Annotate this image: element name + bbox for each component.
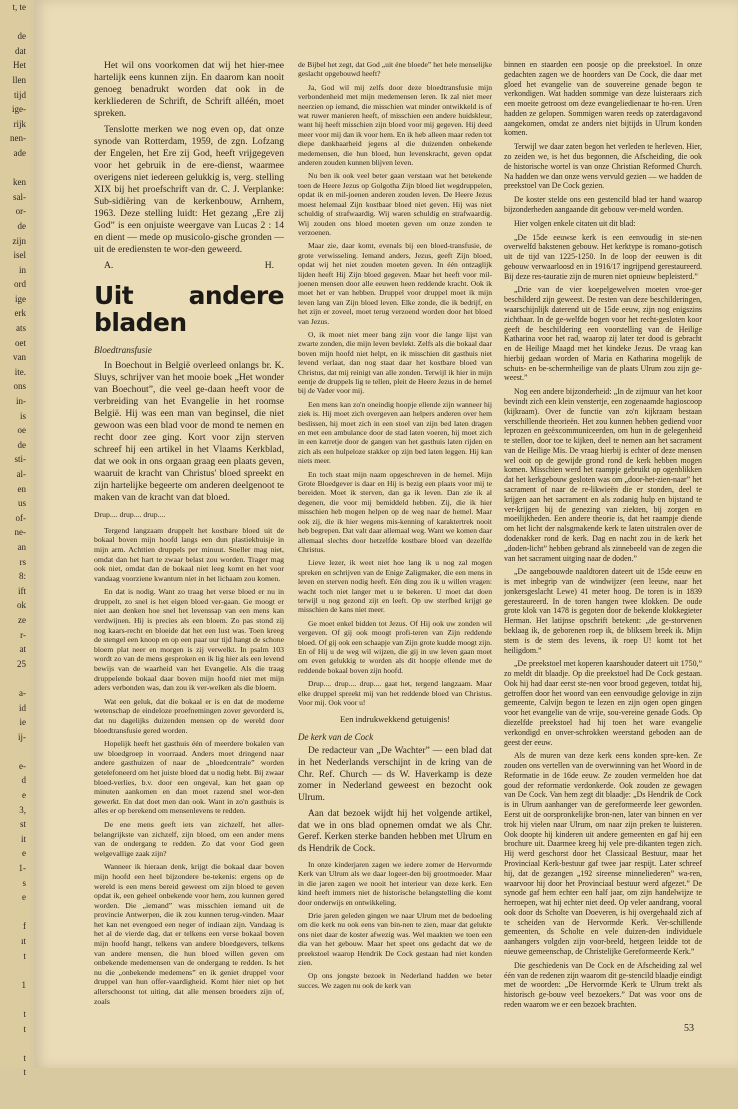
previous-page-fragment: e bbox=[22, 790, 26, 801]
previous-page-fragment: in- bbox=[16, 396, 26, 407]
previous-page-fragment: tijd bbox=[13, 89, 26, 100]
previous-page-fragment bbox=[0, 905, 30, 920]
previous-page-fragment: a- bbox=[19, 687, 26, 698]
paragraph: Tergend langzaam druppelt het kostbare bloed uit de bokaal boven mijn hoofd langs een dun plastiekbuisje in mijn arm. Achttien druppels per minuut. Sneller mag niet, omdat dan het hart te zwaar belast zou worden. Trager mag ook niet, omdat dan de bokaal niet leeg komt en het voor vandaag voorziene kwantum niet in het lichaam zou komen. bbox=[94, 525, 284, 583]
previous-page-fragment: oe bbox=[17, 425, 26, 436]
paragraph: Wat een geluk, dat die bokaal er is en dat de moderne wetenschap de eindeloze proefnemingen zover gevorderd is, dat nu dagelijks duizenden mensen op de wereld door bloedtransfusie gered worden. bbox=[94, 696, 284, 735]
previous-page-fragment: f bbox=[23, 921, 26, 932]
paragraph: Lieve lezer, ik weet niet hoe lang ik u nog zal mogen spreken en schrijven van de Enige Zaligmaker, die een mens in leven en sterven nodig heeft. Eén ding zou ik u willen vragen: wacht toch niet langer met u te bekeren. U moet dat doen terwijl u nog gezond zijt en leeft. Op uw sterfbed krijgt ge misschien de kans niet meer. bbox=[298, 558, 492, 615]
previous-page-fragment: isel bbox=[13, 250, 26, 261]
previous-page-fragment: sal- bbox=[13, 191, 26, 202]
previous-page-fragment: de bbox=[17, 31, 26, 42]
paragraph: „Drie van de vier koepelgewelven moeten vroe-ger beschilderd zijn geweest. De resten van deze beschilderingen, waarschijnlijk daterend uit de 15de eeuw, zijn nog enigszins zichtbaar. In de ge-welfde bogen voor het recht-gesloten koor geeft de beschildering een voorstelling van de Heilige Katharina voor het rad, waarop zij later ter dood is gebracht en de Heilige Maagd met het kindeke Jezus. De vraag kan hierbij gedaan worden of Maria en Katharina mogelijk de schuts- en be-schermheilige van de plaats Ulrum zou zijn ge-weest.” bbox=[504, 285, 702, 383]
previous-page-fragment: ie bbox=[19, 717, 26, 728]
previous-page-fragment: nen- bbox=[10, 133, 26, 144]
section-title: Uit andere bladen bbox=[94, 280, 284, 338]
previous-page-fragment: en bbox=[17, 483, 26, 494]
previous-page-fragment: or- bbox=[15, 206, 26, 217]
previous-page-fragment: sti- bbox=[14, 454, 26, 465]
paragraph: In Boechout in België overleed onlangs br. K. Sluys, schrijver van het mooie boek „Het wonder van Boechout”, die veel ge-daan heeft voor de verbreiding van het Evangelie in het roomse België. Hij was een man van beginsel, die niet gewoon was een blad voor de mond te nemen en recht door zee ging. Kort voor zijn sterven schreef hij een artikel in het Vlaams Kerkblad, dat we ook in ons orgaan graag een plaats geven, waaruit de kracht van Christus' bloed spreekt en zijn hartelijke begeerte om anderen deelgenoot te maken van de kracht van dat bloed. bbox=[94, 360, 284, 504]
previous-page-fragment: ij- bbox=[18, 731, 26, 742]
paragraph: Een mens kan zo'n oneindig hoopje ellende zijn wanneer hij ziek is. Hij moet zich overgeven aan helpers anderen over hem beslissen, hij moet zich in een stoel van zijn bed laten dragen en met een ambulance door de stad laten voeren, hij moet zich in een karretje door de gangen van het gasthuis laten rijden en zich als een hulpeloze stakker op zijn bed laten leggen. Hij kan niets meer. bbox=[298, 399, 492, 466]
paragraph: O, ik moet niet meer bang zijn voor die lange lijst van zwarte zonden, die mijn leven bevlekt. Zelfs als die bokaal daar boven mijn hoofd niet helpt, en ik misschien dit gasthuis niet levend verlaat, dan nog staat daar het kostbare bloed van Christus, dat mij reinigt van alle zonden. Terwijl ik hier in mijn eentje de druppels lig te tellen, pleit de Heere Jezus in de hemel bij de Vader voor mij. bbox=[298, 329, 492, 396]
previous-page-fragment: ze bbox=[18, 614, 26, 625]
signature bbox=[94, 260, 284, 272]
previous-page-fragment: at bbox=[19, 644, 26, 655]
previous-page-fragment: ıt bbox=[20, 936, 26, 946]
paragraph: Het wil ons voorkomen dat wij het hier-mee hartelijk eens kunnen zijn. En daarom kan nooit genoeg benadrukt worden dat ook in de kerkliederen de Schrift, de Schrift alléén, moet spreken. bbox=[94, 60, 284, 119]
previous-page-fragment bbox=[0, 992, 30, 1007]
paragraph: Aan dat bezoek wijdt hij het volgende artikel, dat we in ons blad opnemen omdat we als Chr. Geref. Kerken sterke banden hebben met Ulrum en ds Hendrik de Cock. bbox=[298, 808, 492, 855]
previous-page-fragment: in bbox=[18, 264, 26, 275]
signature-initial-h: H. bbox=[264, 259, 274, 271]
previous-page-fragment bbox=[0, 671, 30, 686]
paragraph: Nu ben ik ook veel beter gaan verstaan wat het betekende toen de Heere Jezus op Golgotha Zijn bloed liet wegdruppelen, opdat ik en mil-joenen anderen zouden leven. De Heere Jezus moest helemaal Zijn kostbaar bloed niet geven. Hij was niet schuldig of strafwaardig. Wij waren schuldig en strafwaardig. Wij zouden ons bloed moeten geven om onze zonden te verzoenen. bbox=[298, 171, 492, 237]
paragraph: Maar zie, daar komt, evenals bij een bloed-transfusie, de grote verwisseling. Iemand anders, Jezus, geeft Zijn bloed, opdat wij het niet zouden moeten geven. In één ontzaglijk lijden heeft Hij Zijn bloed gegeven. Maar het heeft voor mil-joenen mensen door alle eeuwen heen reddende kracht. Ook ik moet het er van hebben. Druppel voor druppel moet ik mijn leven lang van Zijn bloed leven. Elke zonde, die ik bedrijf, en het zijn er zoveel, moet terug verzoend worden door het bloed van Jezus. bbox=[298, 241, 492, 326]
previous-page-fragment: llen bbox=[12, 74, 26, 85]
paragraph: „De preekstoel met koperen kaarshouder dateert uit 1750,” zo meldt dit blaadje. Op die preekstoel had De Cock gestaan. Ook hij had daar eerst ste-nen voor brood gegeven, totdat hij, getroffen door het woord van een eenvoudige gelovige in zijn gemeente, Calvijn begon te lezen en zijn ogen open gingen voor het evangelie van de vrije, sou-vereine genade Gods. Op diezelfde preekstoel had hij toen het ware evangelie verkondigd en onver-schrokken weerstand geboden aan de geest der eeuw. bbox=[504, 659, 702, 747]
previous-page-fragment: id bbox=[18, 702, 26, 713]
previous-page-fragment: is bbox=[19, 410, 26, 421]
previous-page-fragment: e- bbox=[19, 760, 26, 771]
previous-page-fragment: ade bbox=[13, 147, 26, 158]
paragraph: Op ons jongste bezoek in Nederland hadden we beter succes. We zagen nu ook de kerk van bbox=[298, 971, 492, 990]
column-3 bbox=[504, 60, 702, 1014]
previous-page-fragment: e bbox=[22, 892, 26, 903]
previous-page-fragment: t bbox=[23, 1008, 26, 1019]
page-number: 53 bbox=[684, 1023, 694, 1034]
previous-page-fragment: 3, bbox=[19, 804, 26, 815]
paragraph: Ge moet enkel bidden tot Jezus. Of Hij ook uw zonden wil vergeven. Of gij ook moogt profi-teren van Zijn reddende bloed. Of gij ook een schaapje van Zijn grote kudde moogt zijn. En of Hij u de weg wil wijzen, die gij in uw leven gaan moet om even gelukkig te worden als dit hoopje ellende met de reddende bokaal boven zijn hoofd. bbox=[298, 618, 492, 675]
paragraph: De ene mens geeft iets van zichzelf, het aller-belangrijkste van zichzelf, zijn bloed, om een ander mens van de ondergang te redden. Zo dat voor God geen welgevallige zaak zijn? bbox=[94, 819, 284, 858]
previous-page-fragment: d bbox=[21, 775, 26, 786]
previous-page-fragment: ne- bbox=[14, 527, 26, 538]
previous-page-fragment bbox=[0, 1080, 30, 1095]
previous-page-fragment: s bbox=[22, 877, 26, 888]
previous-page-fragment: 1- bbox=[18, 863, 26, 874]
previous-page-fragment: rijk bbox=[13, 118, 26, 129]
paragraph: de Bijbel het zegt, dat God „uit éne bloede” het hele menselijke geslacht opgebouwd heeft? bbox=[298, 60, 492, 79]
previous-page-fragment bbox=[0, 161, 30, 176]
paragraph: „De aangebouwde naaldtoren dateert uit de 15de eeuw en is met inbegrip van de windwijzer (een leeuw, naar het jonkersgeslacht Lewe) 41 meter hoog. De toren is in 1839 gerestaureerd. In de toren hangen twee klokken. De oude grote klok van 1478 is gegoten door de bekende klokkegieter Herman. Het latijnse opschrift betekent: „de ge-storvenen beklaag ik, de geborenen roep ik, de bliksem breek ik. Mijn stem is de stem des levens, ik roep U! komt tot het heiligdom.” bbox=[504, 567, 702, 655]
previous-page-fragment: it bbox=[20, 833, 26, 844]
previous-page-fragment: 25 bbox=[17, 658, 26, 669]
paragraph: Terwijl we daar zaten begon het verleden te herleven. Hier, zo zeiden we, is het dus begonnen, die Afscheiding, die ook de historische wortel is van onze Christian Reformed Church. Na hadden we dan onze wens vervuld gezien — we hadden de preekstoel van De Cock gezien. bbox=[504, 142, 702, 191]
paragraph: Die geschiedenis van De Cock en de Afscheiding zal wel één van de redenen zijn waarom dit ge-stencild blaadje eindigt met de woorden: „De Hervormde Kerk te Ulrum trekt als historisch ge-bouw veel bezoekers.” Dat was voor ons de reden waarom we er een bezoek brachten. bbox=[504, 960, 702, 1009]
paragraph: De koster stelde ons een gestencild blad ter hand waarop bijzonderheden aangaande dit gebouw ver-meld worden. bbox=[504, 195, 702, 214]
paragraph: binnen en staarden een poosje op die preekstoel. In onze gedachten zagen we de hoorders van De Cock, die daar met gloed het evangelie van de souvereine genade begon te verkondigen. Wat hadden sommige van deze luisteraars zich een moeite getroost om deze evangeliedienaar te ho-ren. Uren hadden ze gelopen. Sommigen waren reeds op zaterdagavond aangekomen, omdat ze anders niet bijtijds in Ulrum konden komen. bbox=[504, 60, 702, 138]
previous-page-fragment: ken bbox=[13, 177, 26, 188]
paragraph: Wanneer ik hieraan denk, krijgt die bokaal daar boven mijn hoofd een heel bijzondere be-tekenis: ergens op de wereld is een mens bereid geweest om zijn bloed te geven opdat ik, een geheel onbekende voor hem, zou kunnen gered worden. Die „iemand” was misschien iemand uit de provincie Antwerpen, die ik zou kunnen terug-vinden. Maar het kan net evengoed een neger of indiaan zijn. Vandaag is het al de vierde dag, dat er telkens een verse bokaal boven mijn hoofd hangt, telkens van andere bloedgevers, telkens van andere mensen, die hun bloed willen geven om onbekende medemensen van de ondergang te redden. Is het nu die „onbekende medemens” en ik geniet druppel voor druppel van hun offer-vaardigheid. Komt hier niet op het allerschoonst tot uiting, dat alle mensen broeders zijn of, zoals bbox=[94, 862, 284, 1006]
previous-page-fragment: ift bbox=[18, 585, 26, 596]
previous-page-fragment: Het bbox=[13, 60, 26, 71]
paragraph: De redacteur van „De Wachter” — een blad dat in het Nederlands verschijnt in de kring van de Chr. Ref. Church — ds W. Haverkamp is deze zomer in Nederland geweest en bezocht ook Ulrum. bbox=[298, 746, 492, 804]
column-2 bbox=[298, 60, 492, 994]
paragraph: Drie jaren geleden gingen we naar Ulrum met de bedoeling om die kerk nu ook eens van bin-nen te zien, maar dat gelukte ons niet daar de koster afwezig was. Wel maakten we toen een dia van het gebouw. Maar het speet ons gedacht dat we de preekstoel waarop Hendrik De Cock gestaan had niet konden zien. bbox=[298, 911, 492, 968]
previous-page-fragment: e bbox=[22, 848, 26, 859]
previous-page-fragment bbox=[0, 963, 30, 978]
previous-page-fragment: 1 bbox=[21, 979, 26, 990]
previous-page-fragment: of- bbox=[15, 512, 26, 523]
previous-page-fragment: de bbox=[17, 220, 26, 231]
article-subhead: Bloedtransfusie bbox=[94, 345, 152, 356]
paragraph: Tenslotte merken we nog even op, dat onze synode van Rotterdam, 1959, de zgn. Lofzang der Engelen, het Ere zij God, heeft vrijgegeven voor het gebruik in de ere-dienst, waarmee overigens niet iedereen gelukkig is, verg. stelling XIX bij het proefschrift van dr. C. J. Verplanke: Sub-sidiëring van de kerkenbouw, Arnhem, 1963. Deze stelling luidt: Het gezang „Ere zij God” is een onjuiste weergave van Lucas 2 : 14 en dient — mede op musicolo-gische gronden — uit de erediensten te wor-den geweerd. bbox=[94, 123, 284, 255]
previous-page-fragment: zijn bbox=[12, 235, 26, 246]
previous-page-fragment: erk bbox=[14, 308, 26, 319]
previous-page-fragment: t bbox=[23, 1023, 26, 1034]
column-1 bbox=[94, 60, 284, 1010]
paragraph: „De 15de eeuwse kerk is een eenvoudig in ste-nen overwelfd bakstenen gebouw. Het kerktype is romano-gotisch uit de tijd van 1225-1250. In de loop der eeuwen is dit gebouw verwaarloosd en in 1916/17 ingrijpend gerestaureerd. Bij deze res-tauratie zijn de muren niet opnieuw bepleisterd.” bbox=[504, 232, 702, 281]
paragraph: Hopelijk heeft het gasthuis één of meerdere bokalen van uw bloedgroep in voorraad. Anders moet dringend naar andere gasthuizen of naar de „bloedcentrale” worden getelefoneerd om het juiste bloed dat u nodig hebt. Bij zwaar bloed-verlies, b.v. door een ongeval, kan het gaan op minuten aankomen en dan moet razend snel wor-den gewerkt. En dat doet men dan ook. Want in zo'n gasthuis is alles er op berekend om mensenlevens te redden. bbox=[94, 739, 284, 816]
paragraph: In onze kinderjaren zagen we iedere zomer de Hervormde Kerk van Ulrum als we daar logeer-den bij grootmoeder. Maar in die jaren zagen we nooit het interieur van deze kerk. Een kind heeft immers niet de historische belangstelling die komt door onderwijs en ontwikkeling. bbox=[298, 859, 492, 907]
previous-page-fragment: ige- bbox=[12, 104, 26, 115]
previous-page-fragment: dat bbox=[15, 45, 26, 56]
article-subhead: De kerk van de Cock bbox=[298, 731, 374, 742]
paragraph: Ja, God wil mij zelfs door deze bloedtransfusie mijn verbondenheid met mijn medemensen leren. Ik zal niet meer neerzien op iemand, die misschien wat minder ontwikkeld is of wat ruwer manieren heeft, of misschien een andere huidskleur, want hij heeft misschien zijn bloed voor mij gegeven. Hij deed meer voor mij dan ik voor hem. En ik heb alleen maar reden tot diepe dankbaarheid jegens al die duizenden onbekende medemensen, die hun bloed, hun levenskracht, geven opdat anderen zouden kunnen blijven leven. bbox=[298, 82, 492, 168]
magazine-page bbox=[34, 0, 738, 1068]
previous-page-fragment: t bbox=[23, 1067, 26, 1078]
paragraph: En dat is nodig. Want zo traag het verse bloed er nu in druppelt, zo snel is het eigen bloed ver-gaan. Ge moogt er niet aan denken hoe snel het levenssap van een mens kan verdwijnen. Hij is precies als een bloem. Zo pas stond zij nog kaars-recht en bloeide dat het een lust was. Toen kreeg de stengel een knoop en op een paar uur tijd hangt de schone bloem plat neer en morgen is zij verwelkt. In psalm 103 wordt zo van de mens gesproken en ik lig hier als een levend bewijs van de waarheid van het Evangelie. Als die traag druppelende bokaal daar boven mijn hoofd niet met mijn aders verbonden was, dan zou ik ver-welken als die bloem. bbox=[94, 587, 284, 693]
previous-page-edge bbox=[0, 0, 30, 1078]
previous-page-fragment: ons bbox=[13, 381, 26, 392]
previous-page-fragment: 8: bbox=[18, 571, 26, 582]
previous-page-fragment: de bbox=[17, 439, 26, 450]
previous-page-fragment: van bbox=[13, 352, 26, 363]
previous-page-fragment: us bbox=[17, 498, 26, 509]
paragraph: Als de muren van deze kerk eens konden spre-ken. Ze zouden ons vertellen van de overwinning van het Woord in de Reformatie in de 16de eeuw. Ze zouden vermelden hoe dat goud der reformatie verdonkerde. Ook zouden ze gewagen van De Cock. Van hem zegt dit blaadje: „Ds Hendrik de Cock is in Ulrum aanhanger van de gereformeerde leer geworden. Eerst uit de oorspronkelijke bron-nen, later van binnen en ver trok hij vielen naar Ulrum, om naar zijn preken te luisteren. Ook doopte hij kinderen uit andere gemeenten en gaf hij een brochure uit. Daarmee kreeg hij vele pre-dikanten tegen zich. Hij werd geschorst door het Classicaal Bestuur, maar het Provinciaal Kerk-bestuur gaf twee jaar respijt. Later schreef hij, dat de gezangen „192 sireense minneliederen” wa-ren, waarvoor hij door het Provinciaal bestuur werd afgezet.” De synode gaf hem echter een half jaar, om zijn handelwijze te herroepen, wat hij echter niet deed. Op veler aandrang, vooral ook door ds Scholte van Doeveren, is hij overgehaald zich af te scheiden van de Hervormde Kerk. Ver-schillende gemeenten, ds Scholte en vele duizen-den individuele aanhangers volgden zijn voor-beeld, hetgeen leidde tot de nieuwe gemeenschap, de Christelijke Gereformeerde Kerk.” bbox=[504, 751, 702, 956]
previous-page-fragment: ok bbox=[17, 600, 26, 611]
paragraph: Drup.... drup.... drup.... gaat het, tergend langzaam. Maar elke druppel spreekt mij van het reddende bloed van Christus. Voor mij. Ook voor u! bbox=[298, 679, 492, 707]
paragraph: Nog een andere bijzonderheid: „In de zijmuur van het koor bevindt zich een klein venstertje, een zogenaamde hagioscoop (kijkraam). Over de functie van zo'n kijkraam bestaan verschillende theorieën. Het zou kunnen hebben gediend voor leprozen en geëxcommuniceerden, om hun in de gelegenheid te stellen, door toe te kijken, deel te nemen aan het sacrament van de Heilige Mis. De vraag hierbij is echter of deze mensen wel ooit op de gewijde grond rond de kerk hebben mogen komen. Misschien werd het raampje gebruikt op ogenblikken dat het kerkgebouw gesloten was om „door-het-zien-naar” het sacrament of naar de re-likwieën die er stonden, deel te krijgen aan het sacrament en als zodanig hulp en bijstand te ver-krijgen bij de genezing van ziekten, bij zorgen en moeilijkheden. Een andere theorie is, dat het raampje diende om het licht der nalsgmakende kerk te laten uitstralen over de dodenakker rond de kerk. Dag en nacht zou in de kerk het „doden-licht” hebben gebrand als zinnebeeld van de zegen die van het sacrament uitging naar de doden.” bbox=[504, 387, 702, 563]
previous-page-fragment bbox=[0, 744, 30, 759]
previous-page-fragment: ige bbox=[15, 293, 26, 304]
previous-page-fragment: al- bbox=[16, 469, 26, 479]
previous-page-fragment: r- bbox=[20, 629, 26, 640]
previous-page-fragment bbox=[0, 15, 30, 30]
previous-page-fragment: ats bbox=[16, 323, 26, 334]
closing-remark: Een indrukwekkend getuigenis! bbox=[339, 714, 451, 725]
previous-page-fragment: ord bbox=[14, 279, 26, 290]
paragraph: Hier volgen enkele citaten uit dit blad: bbox=[514, 218, 636, 228]
previous-page-fragment: t bbox=[23, 1052, 26, 1063]
previous-page-fragment: an bbox=[17, 541, 26, 552]
previous-page-fragment: t, te bbox=[12, 2, 26, 12]
previous-page-fragment: oet bbox=[15, 337, 26, 348]
previous-page-fragment: rs bbox=[19, 556, 26, 567]
paragraph: En toch staat mijn naam opgeschreven in de hemel. Mijn Grote Bloedgever is daar en Hij is bezig een plaats voor mij te bereiden. Moet ik sterven, dan ga ik leven. Dan zie ik al degenen, die voor mij bemiddeld hebben. Zij, die ik hier misschien heb mogen helpen op de weg naar de hemel. Maar ook zij, die ik hier wegens mis-kenning of karaktertrek nooit heb begrepen. Dat valt daar allemaal weg. Want we komen daar allemaal slechts door hetzelfde kostbare bloed van dezelfde Christus. bbox=[298, 469, 492, 554]
signature-initial-a: A. bbox=[104, 259, 114, 271]
previous-page-fragment: ite. bbox=[14, 366, 26, 377]
previous-page-fragment: t bbox=[23, 950, 26, 961]
previous-page-fragment bbox=[0, 1095, 30, 1109]
drips-line: Drup.... drup.... drup.... bbox=[94, 510, 166, 520]
previous-page-fragment bbox=[0, 1036, 30, 1051]
previous-page-fragment: st bbox=[19, 819, 26, 830]
